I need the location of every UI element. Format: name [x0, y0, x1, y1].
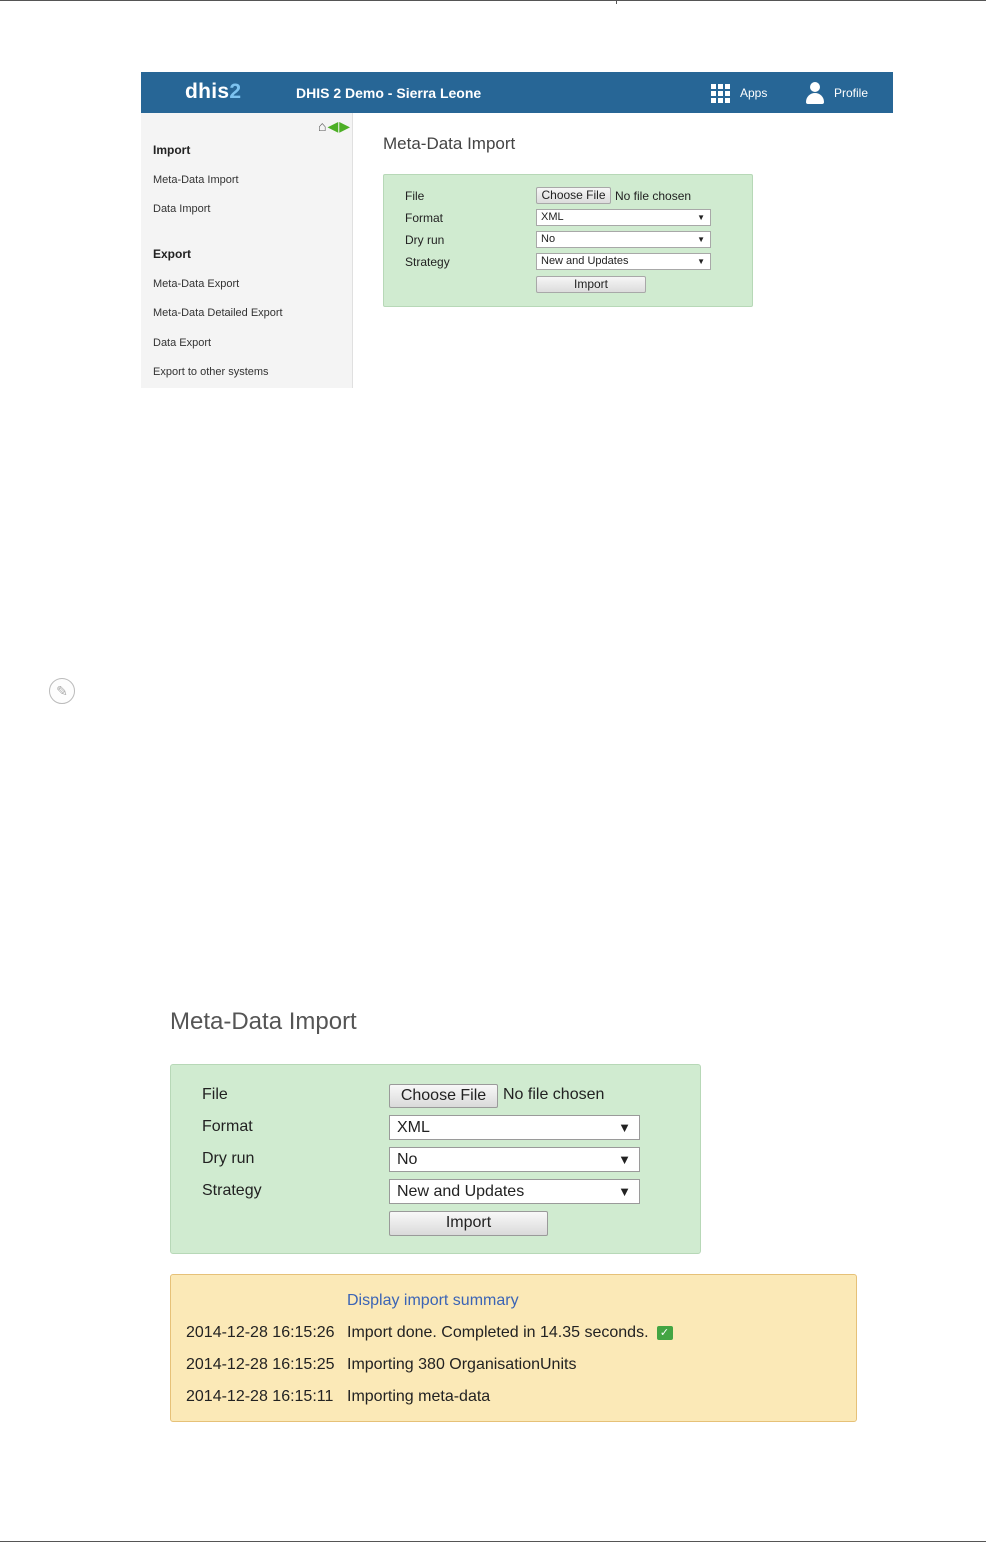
dropdown-arrow-icon: ▼ — [618, 1184, 631, 1199]
page-top-notch — [616, 0, 617, 4]
choose-file-button[interactable]: Choose File — [389, 1084, 498, 1108]
dry-run-select[interactable] — [536, 231, 711, 248]
user-icon — [805, 82, 825, 104]
choose-file-button[interactable]: Choose File — [536, 187, 611, 204]
page-title: Meta-Data Import — [383, 134, 516, 153]
log-timestamp: 2014-12-28 16:15:11 — [186, 1388, 334, 1405]
sidebar-item-data-export[interactable]: Data Export — [153, 337, 212, 349]
sidebar-item-meta-data-detailed-export[interactable]: Meta-Data Detailed Export — [153, 307, 283, 319]
left-sidebar — [141, 113, 353, 388]
format-label: Format — [405, 211, 444, 225]
dropdown-arrow-icon: ▼ — [618, 1152, 631, 1167]
dry-run-label: Dry run — [202, 1150, 255, 1167]
page-title-large: Meta-Data Import — [170, 1008, 357, 1035]
arrow-right-icon[interactable]: ▶ — [339, 118, 350, 134]
no-file-chosen-text: No file chosen — [615, 189, 692, 203]
dry-run-select[interactable] — [389, 1147, 640, 1172]
strategy-select-value: New and Updates — [397, 1183, 525, 1200]
log-message-row — [347, 1324, 673, 1342]
sidebar-toolbar — [318, 119, 350, 133]
format-select-value: XML — [397, 1119, 430, 1136]
sidebar-item-meta-data-import[interactable]: Meta-Data Import — [153, 174, 239, 186]
log-timestamp: 2014-12-28 16:15:26 — [186, 1324, 335, 1341]
page-top-rule — [0, 0, 986, 1]
arrow-left-icon[interactable]: ◀ — [327, 118, 339, 134]
apps-grid-icon — [711, 84, 730, 103]
format-select[interactable] — [389, 1115, 640, 1140]
sidebar-item-meta-data-export[interactable]: Meta-Data Export — [153, 278, 240, 290]
dropdown-arrow-icon: ▼ — [618, 1120, 631, 1135]
dropdown-arrow-icon: ▼ — [697, 235, 705, 244]
file-label: File — [202, 1086, 228, 1103]
log-message: Importing meta-data — [347, 1388, 491, 1405]
sidebar-heading-import: Import — [153, 143, 191, 157]
dry-run-select-value: No — [541, 233, 556, 245]
dropdown-arrow-icon: ▼ — [697, 257, 705, 266]
display-import-summary-link[interactable]: Display import summary — [347, 1292, 519, 1309]
strategy-label: Strategy — [202, 1182, 262, 1199]
import-summary-panel — [170, 1274, 857, 1422]
strategy-select-value: New and Updates — [541, 255, 629, 267]
page-bottom-rule — [0, 1541, 986, 1542]
dropdown-arrow-icon: ▼ — [697, 213, 705, 222]
top-header-bar — [141, 72, 893, 113]
import-button[interactable]: Import — [389, 1211, 548, 1236]
screenshot-full-app — [141, 72, 893, 388]
log-message: Importing 380 OrganisationUnits — [347, 1356, 577, 1373]
file-label: File — [405, 189, 425, 203]
dry-run-label: Dry run — [405, 233, 445, 247]
dhis2-logo[interactable]: dhis2 — [185, 80, 242, 103]
no-file-chosen-text: No file chosen — [503, 1086, 605, 1103]
sidebar-item-data-import[interactable]: Data Import — [153, 203, 211, 215]
strategy-select[interactable] — [536, 253, 711, 270]
sidebar-item-export-to-other-systems[interactable]: Export to other systems — [153, 366, 269, 378]
home-icon[interactable]: ⌂ — [317, 118, 327, 134]
note-icon: ✎ — [49, 678, 75, 704]
profile-label: Profile — [834, 86, 869, 100]
dry-run-select-value: No — [397, 1151, 418, 1168]
strategy-label: Strategy — [405, 255, 450, 269]
apps-label: Apps — [740, 86, 768, 100]
format-select-value: XML — [541, 211, 564, 223]
log-timestamp: 2014-12-28 16:15:25 — [186, 1356, 335, 1373]
app-title: DHIS 2 Demo - Sierra Leone — [296, 85, 482, 101]
import-form-panel — [383, 174, 753, 307]
strategy-select[interactable] — [389, 1179, 640, 1204]
profile-menu-button[interactable] — [805, 82, 868, 104]
format-label: Format — [202, 1118, 253, 1135]
log-message: Import done. Completed in 14.35 seconds. — [347, 1324, 649, 1341]
import-form-panel-large — [170, 1064, 701, 1254]
sidebar-heading-export: Export — [153, 247, 192, 261]
checkmark-icon: ✓ — [657, 1326, 673, 1340]
apps-menu-button[interactable] — [711, 83, 767, 103]
format-select[interactable] — [536, 209, 711, 226]
import-button[interactable]: Import — [536, 276, 646, 293]
